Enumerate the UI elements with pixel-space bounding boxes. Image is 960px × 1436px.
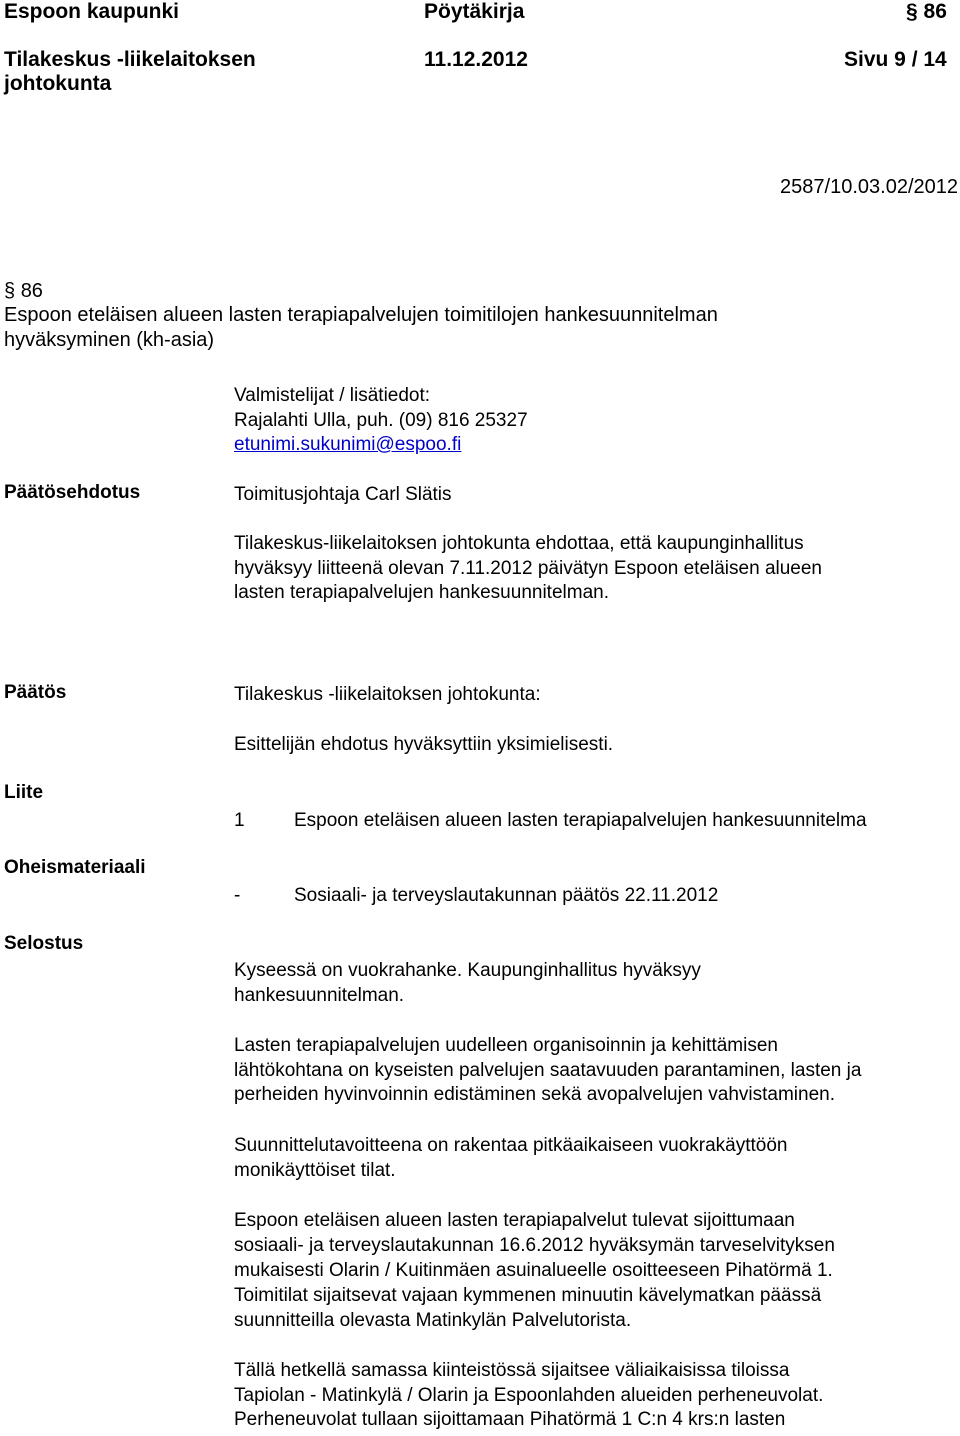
item-title-line2: hyväksyminen (kh-asia) <box>4 329 215 351</box>
section-symbol-icon: § <box>906 0 918 23</box>
decision-body: Tilakeskus -liikelaitoksen johtokunta: <box>234 684 541 705</box>
explanation-paragraph-line: perheiden hyvinvoinnin edistäminen sekä avopalvelujen vahvistaminen. <box>234 1084 835 1105</box>
explanation-paragraph-line: hankesuunnitelman. <box>234 985 405 1006</box>
attachment-text: Espoon eteläisen alueen lasten terapiapalvelujen hankesuunnitelma <box>294 810 867 831</box>
explanation-paragraph-line: Kyseessä on vuokrahanke. Kaupunginhallitus hyväksyy <box>234 960 701 981</box>
explanation-paragraph-line: Perheneuvolat tullaan sijoittamaan Pihatörmä 1 C:n 4 krs:n lasten <box>234 1409 786 1430</box>
supplementary-label: Oheismateriaali <box>4 857 146 878</box>
decision-label: Päätös <box>4 682 67 703</box>
preparers-email <box>234 432 958 457</box>
email-link[interactable]: etunimi.sukunimi@espoo.fi <box>234 434 462 455</box>
attachment-number: 1 <box>234 810 245 831</box>
diary-number: 2587/10.03.02/2012 <box>780 176 958 198</box>
header-page: Sivu 9 / 14 <box>844 48 947 71</box>
supplementary-text: Sosiaali- ja terveyslautakunnan päätös 22.11.2012 <box>294 885 719 906</box>
header-date: 11.12.2012 <box>424 48 528 71</box>
explanation-paragraph-line: suunnitteilla olevasta Matinkylän Palvelutorista. <box>234 1310 632 1331</box>
proposal-line: hyväksyy liitteenä olevan 7.11.2012 päivätyn Espoon eteläisen alueen <box>234 558 822 579</box>
proposal-line: Tilakeskus-liikelaitoksen johtokunta ehdottaa, että kaupunginhallitus <box>234 533 804 554</box>
explanation-paragraph-line: Suunnittelutavoitteena on rakentaa pitkäaikaiseen vuokrakäyttöön <box>234 1135 788 1156</box>
decision-text: Esittelijän ehdotus hyväksyttiin yksimielisesti. <box>234 734 614 755</box>
attachment-label: Liite <box>4 782 44 803</box>
preparers-label: Valmistelijat / lisätiedot: <box>234 385 431 406</box>
proposal-label: Päätösehdotus <box>4 482 141 503</box>
section-symbol-icon: § <box>4 280 16 302</box>
header-body-line2: johtokunta <box>4 72 112 95</box>
explanation-label: Selostus <box>4 933 84 954</box>
explanation-paragraph-line: mukaisesti Olarin / Kuitinmäen asuinalueelle osoitteeseen Pihatörmä 1. <box>234 1260 833 1281</box>
explanation-paragraph-line: Tällä hetkellä samassa kiinteistössä sijaitsee väliaikaisissa tiloissa <box>234 1360 790 1381</box>
explanation-paragraph-line: Tapiolan - Matinkylä / Olarin ja Espoonlahden alueiden perheneuvolat. <box>234 1385 824 1406</box>
explanation-paragraph-line: lähtökohtana on kyseisten palvelujen saatavuuden parantaminen, lasten ja <box>234 1060 862 1081</box>
header-body-line1: Tilakeskus -liikelaitoksen <box>4 48 256 71</box>
header-org: Espoon kaupunki <box>4 0 180 23</box>
explanation-paragraph-line: Lasten terapiapalvelujen uudelleen organisoinnin ja kehittämisen <box>234 1035 778 1056</box>
explanation-paragraph-line: Toimitilat sijaitsevat vajaan kymmenen minuutin kävelymatkan päässä <box>234 1285 822 1306</box>
proposal-line: lasten terapiapalvelujen hankesuunnitelman. <box>234 582 609 603</box>
header-section-number: § 86 <box>906 0 947 23</box>
proposal-proposer: Toimitusjohtaja Carl Slätis <box>234 484 452 505</box>
header-doc-type: Pöytäkirja <box>424 0 525 23</box>
preparers-name-phone: Rajalahti Ulla, puh. (09) 816 25327 <box>234 410 528 431</box>
item-number: § 86 <box>4 280 43 302</box>
supplementary-bullet: - <box>234 885 241 906</box>
explanation-paragraph-line: sosiaali- ja terveyslautakunnan 16.6.2012 hyväksymän tarveselvityksen <box>234 1235 835 1256</box>
item-title-line1: Espoon eteläisen alueen lasten terapiapalvelujen toimitilojen hankesuunnitelman <box>4 304 718 326</box>
explanation-paragraph-line: monikäyttöiset tilat. <box>234 1160 396 1181</box>
explanation-paragraph-line: Espoon eteläisen alueen lasten terapiapalvelut tulevat sijoittumaan <box>234 1210 795 1231</box>
